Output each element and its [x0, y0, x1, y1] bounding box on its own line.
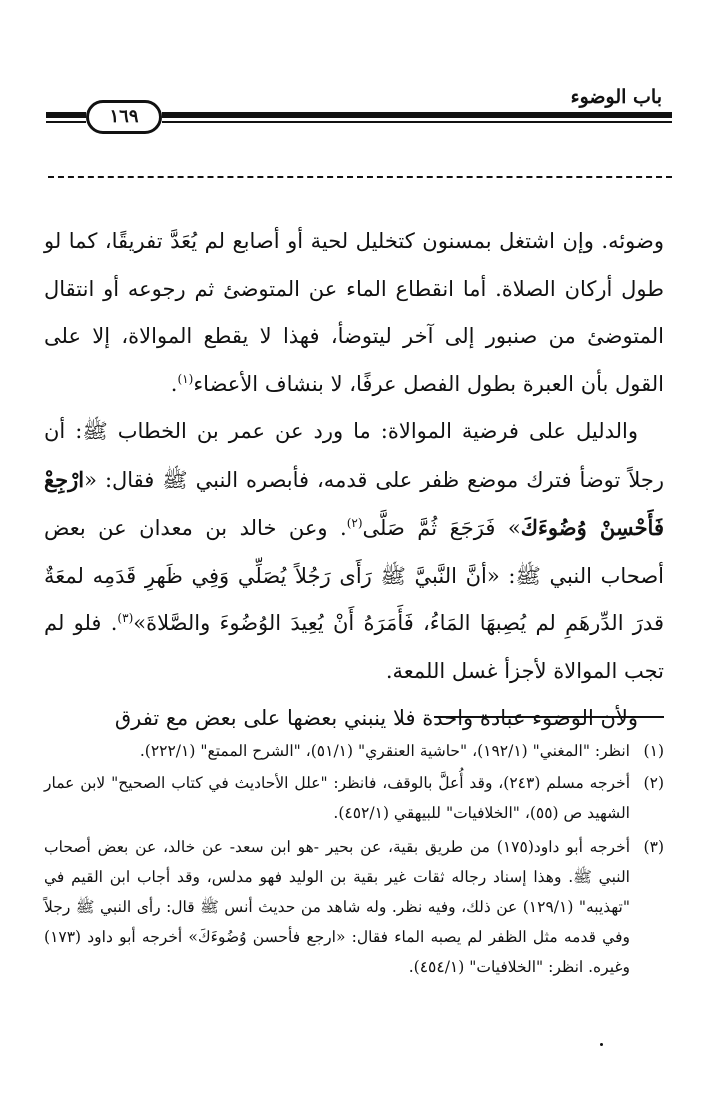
- paragraph-3: ولأن الوضوء عبادة واحدة فلا ينبني بعضها على بعض مع تفرق: [114, 706, 638, 730]
- paragraph-2: [44, 408, 664, 695]
- footnote-separator: [434, 716, 664, 718]
- paragraph-1-end: .: [170, 371, 178, 396]
- footnote-number: (٣): [643, 838, 664, 856]
- footnote-text: أخرجه أبو داود(١٧٥) من طريق بقية، عن بحير -هو ابن سعد- عن خالد، عن بعض أصحاب النبي ﷺ. وهذا إسناد رجاله ثقات غير بقية بن الوليد فهو مدلس، وقد أجاب ابن القيم في "تهذيبه" (١٢٩/١) عن ذلك، وفيه نظر. وله شاهد من حديث أنس ﷺ قال: رأى النبي ﷺ رجلاً وفي قدمه مثل الظفر لم يصبه الماء فقال: «ارجع فأحسن وُضُوءَكَ» أخرجه أبو داود (١٧٣) وغيره. انظر: "الخلافيات" (٤٥٤/١).: [44, 838, 630, 976]
- paragraph-2-text-b: » فَرَجَعَ ثُمَّ صَلَّى: [362, 516, 521, 540]
- footnote-number: (٢): [643, 774, 664, 792]
- chapter-title: باب الوضوء: [570, 86, 662, 108]
- paragraph-1-text: وضوئه. وإن اشتغل بمسنون كتخليل لحية أو أصابع لم يُعَدَّ تفريقًا، كما لو طول أركان الصلاة. أما انقطاع الماء عن المتوضئ ثم رجوعه أو انتقال المتوضئ من صنبور إلى آخر ليتوضأ، فهذا لا يقطع الموالاة، إلا على القول بأن العبرة بطول الفصل عرفًا، لا بنشاف الأعضاء: [44, 229, 664, 396]
- hadith-quote: ارْجِعْ فَأَحْسِنْ وُضُوءَكَ: [44, 466, 664, 540]
- main-text: [44, 218, 664, 743]
- footnotes: [44, 736, 664, 982]
- footnote-ref-3: (٣): [117, 611, 134, 625]
- footnote-1: [44, 736, 664, 766]
- paragraph-2-text-a: والدليل على فرضية الموالاة: ما ورد عن عمر بن الخطاب ﷺ: أن رجلاً توضأ فترك موضع ظفر على قدمه، فأبصره النبي ﷺ فقال: «: [44, 419, 664, 492]
- footnote-3: [44, 832, 664, 982]
- header-rule-left-thick: [46, 112, 86, 118]
- footnote-2: [44, 768, 664, 828]
- paragraph-1: [44, 218, 664, 408]
- header-rule-left-thin: [46, 121, 86, 123]
- paragraph-2-text-d: . فلو لم تجب الموالاة لأجزأ غسل اللمعة.: [44, 611, 664, 683]
- footnote-ref-2: (٢): [346, 516, 363, 530]
- header-rule-thick: [162, 112, 672, 118]
- page-mark: [600, 1043, 603, 1046]
- footnote-ref-1: (١): [177, 371, 194, 386]
- page-number: ١٦٩: [86, 100, 162, 134]
- dashed-divider: [48, 176, 672, 178]
- footnote-number: (١): [643, 742, 664, 760]
- paragraph-2-text-c: . وعن خالد بن معدان عن بعض أصحاب النبي ﷺ: «أنَّ النَّبيَّ ﷺ رَأَى رَجُلاً يُصَلِّي وَفِي ظَهرِ قَدَمِه لمعَةٌ قدرَ الدِّرهَمِ لم يُصِبهَا المَاءُ، فَأَمَرَهُ أَنْ يُعِيدَ الوُضُوءَ والصَّلاةَ»: [44, 516, 664, 635]
- footnote-text: انظر: "المغني" (١٩٢/١)، "حاشية العنقري" (٥١/١)، "الشرح الممتع" (٢٢٢/١).: [139, 742, 630, 760]
- header-rule-thin: [162, 121, 672, 123]
- footnote-text: أخرجه مسلم (٢٤٣)، وقد أُعلَّ بالوقف، فانظر: "علل الأحاديث في كتاب الصحيح" لابن عمار الشهيد ص (٥٥)، "الخلافيات" للبيهقي (٤٥٢/١).: [44, 774, 630, 822]
